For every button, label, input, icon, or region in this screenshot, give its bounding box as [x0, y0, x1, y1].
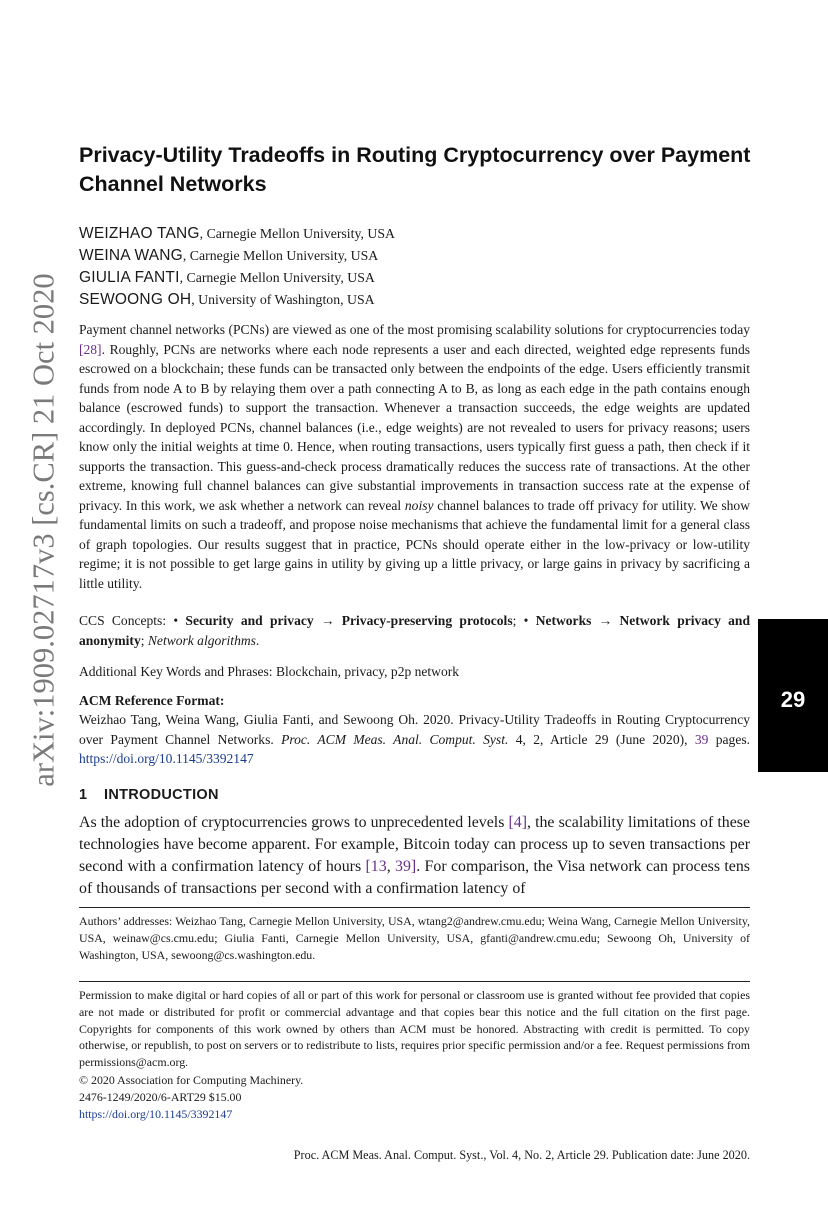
author-affiliation: , Carnegie Mellon University, USA — [179, 270, 375, 285]
paper-title: Privacy-Utility Tradeoffs in Routing Cryptocurrency over Payment Channel Networks — [79, 143, 751, 196]
copyright-line: © 2020 Association for Computing Machinery. — [79, 1073, 304, 1087]
ccs-concept: Networks → Network privacy and anonymity — [79, 613, 750, 648]
issn-line: 2476-1249/2020/6-ART29 $15.00 — [79, 1090, 242, 1104]
permission-notice: Permission to make digital or hard copies of all or part of this work for personal or classroom use is granted without fee provided that copies are not made or distributed for profit or commercial advantage and that copies bear this notice and the full citation on the first page. Copyrights for components of this work owned by others than ACM must be honored. Abstracting with credit is permitted. To copy otherwise, or republish, to post on servers or to redistribute to lists, requires prior specific permission and/or a fee. Request permissions from permissions@acm.org. — [79, 988, 750, 1070]
author-entry — [79, 225, 679, 247]
intro-text: As the adoption of cryptocurrencies grows to unprecedented levels — [79, 814, 509, 831]
intro-text: . For comparison, the Visa network can process tens of thousands of transactions per second with a confirmation latency of — [79, 858, 750, 897]
ccs-separator: ; — [140, 632, 148, 648]
reference-format-text — [79, 710, 750, 769]
article-number-tab — [758, 619, 828, 772]
section-number: 1 — [79, 787, 88, 803]
reference-text: 4, 2, Article 29 (June 2020), — [508, 731, 695, 747]
author-name: WEINA WANG — [79, 247, 183, 264]
author-list — [79, 225, 679, 313]
citation-link[interactable]: [13 — [365, 858, 387, 875]
author-name: SEWOONG OH — [79, 291, 192, 308]
section-title: INTRODUCTION — [104, 787, 219, 803]
ccs-separator: . — [255, 632, 260, 648]
reference-text: pages. — [708, 731, 750, 747]
doi-link[interactable]: https://doi.org/10.1145/3392147 — [79, 1107, 233, 1121]
permission-divider — [79, 981, 750, 982]
ccs-concepts — [79, 611, 750, 650]
author-name: WEIZHAO TANG — [79, 225, 200, 242]
ccs-concept: Network algorithms — [147, 632, 256, 648]
copyright-block — [79, 1072, 303, 1123]
introduction-text — [79, 812, 750, 900]
page-footer: Proc. ACM Meas. Anal. Comput. Syst., Vol. 4, No. 2, Article 29. Publication date: June 2020. — [293, 1148, 750, 1162]
intro-text: , — [386, 858, 396, 875]
author-affiliation: , Carnegie Mellon University, USA — [182, 248, 379, 263]
citation-link[interactable]: 39] — [395, 858, 417, 875]
abstract-text: . Roughly, PCNs are networks where each node represents a user and each directed, weighted edge represents funds escrowed on a blockchain; these funds can be transacted only between the endpoints of the edge. Users efficiently transmit funds from node A to B by relaying them over a path connecting A to B, as long as each edge in the path contains enough balance (escrowed funds) to support the transaction. Whenever a transaction succeeds, the edge weights are updated accordingly. In deployed PCNs, channel balances (i.e., edge weights) are not revealed to users for privacy reasons; users know only the initial weights at time 0. Hence, when routing transactions, users typically first guess a path, then check if it supports the transaction. This guess-and-check process dramatically reduces the success rate of transactions. At the other extreme, knowing full channel balances can give substantial improvements in transaction success rate at the expense of privacy. In this work, we ask whether a network can reveal — [79, 341, 750, 513]
abstract-emphasis: noisy — [404, 497, 434, 513]
citation-link[interactable]: 39 — [694, 731, 709, 747]
citation-link[interactable]: [4] — [508, 814, 528, 831]
author-entry — [79, 269, 679, 291]
author-entry — [79, 291, 679, 313]
author-affiliation: , University of Washington, USA — [191, 292, 375, 307]
keywords: Additional Key Words and Phrases: Blockchain, privacy, p2p network — [79, 664, 460, 679]
arxiv-identifier-text: arXiv:1909.02717v3 [cs.CR] 21 Oct 2020 — [26, 273, 61, 787]
author-addresses: Authors’ addresses: Weizhao Tang, Carnegie Mellon University, USA, wtang2@andrew.cmu.edu; Weina Wang, Carnegie Mellon University, USA, weinaw@cs.cmu.edu; Giulia Fanti, Carnegie Mellon University, USA, gfanti@andrew.cmu.edu; Sewoong Oh, University of Washington, USA, sewoong@cs.washington.edu. — [79, 914, 750, 962]
doi-link[interactable]: https://doi.org/10.1145/3392147 — [79, 751, 254, 766]
author-name: GIULIA FANTI — [79, 269, 180, 286]
reference-text: Weizhao Tang, Weina Wang, Giulia Fanti, and Sewoong Oh. 2020. Privacy-Utility Tradeoffs in Routing Cryptocurrency over Payment Channel Networks. — [79, 712, 750, 747]
ccs-separator: ; • — [512, 613, 536, 628]
abstract — [79, 320, 750, 593]
footnote-divider — [79, 907, 750, 908]
reference-venue: Proc. ACM Meas. Anal. Comput. Syst. — [281, 731, 509, 747]
citation-link[interactable]: [28] — [79, 341, 102, 357]
reference-format-heading: ACM Reference Format: — [79, 693, 225, 708]
ccs-label: CCS Concepts: • — [79, 613, 186, 628]
section-heading — [79, 787, 219, 803]
abstract-text: channel balances to trade off privacy for utility. We show fundamental limits on such a tradeoff, and propose noise mechanisms that achieve the fundamental limit for a general class of graph topologies. Our results suggest that in practice, PCNs should operate either in the low-privacy or low-utility regime; it is not possible to get large gains in utility by giving up a little privacy, or large gains in privacy by sacrificing a little utility. — [79, 497, 750, 591]
ccs-concept: Security and privacy → Privacy-preserving protocols — [185, 613, 513, 628]
article-number: 29 — [780, 687, 806, 712]
intro-text: , the scalability limitations of these technologies have become apparent. For example, Bitcoin today can process up to seven transactions per second with a confirmation latency of hours — [79, 814, 750, 875]
author-affiliation: , Carnegie Mellon University, USA — [199, 226, 395, 241]
author-entry — [79, 247, 679, 269]
abstract-text: Payment channel networks (PCNs) are viewed as one of the most promising scalability solutions for cryptocurrencies today — [79, 322, 750, 337]
